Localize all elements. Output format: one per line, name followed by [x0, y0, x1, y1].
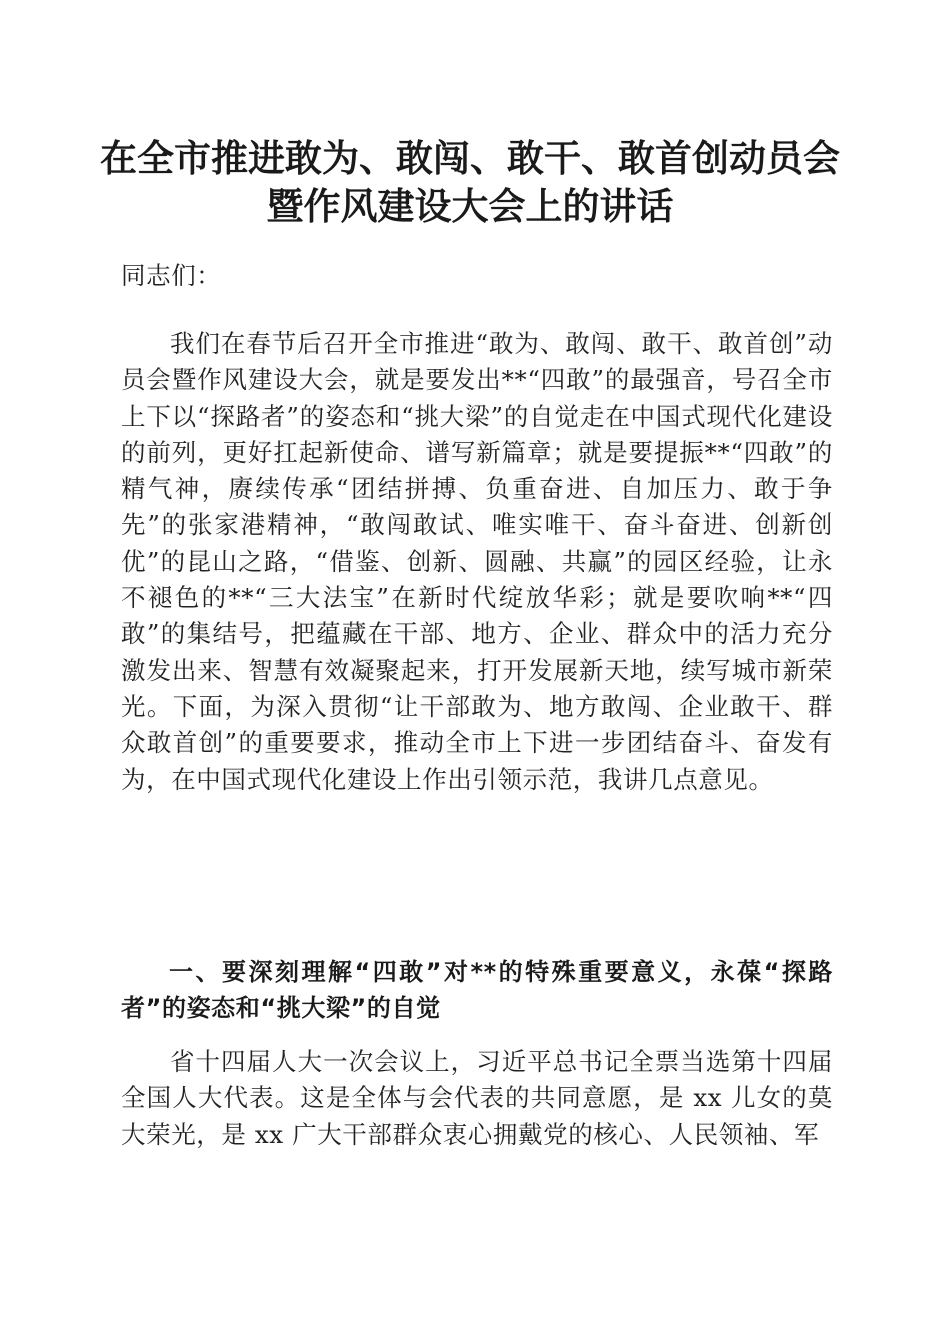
paragraph-1: 我们在春节后召开全市推进“敢为、敢闯、敢干、敢首创”动员会暨作风建设大会，就是要发出**“四敢”的最强音，号召全市上下以“探路者”的姿态和“挑大梁”的自觉走在中国式现代化建设的前列，更好扛起新使命、谱写新篇章；就是要提振**“四敢”的精气神，赓续传承“团结拼搏、负重奋进、自加压力、敢于争先”的张家港精神，“敢闯敢试、唯实唯干、奋斗奋进、创新创优”的昆山之路，“借鉴、创新、圆融、共赢”的园区经验，让永不褪色的**“三大法宝”在新时代绽放华彩；就是要吹响**“四敢”的集结号，把蕴藏在干部、地方、企业、群众中的活力充分激发出来、智慧有效凝聚起来，打开发展新天地，续写城市新荣光。下面，为深入贯彻“让干部敢为、地方敢闯、企业敢干、群众敢首创”的重要要求，推动全市上下进一步团结奋斗、奋发有为，在中国式现代化建设上作出引领示范，我讲几点意见。 — [121, 329, 833, 794]
document-title-line-2: 暨作风建设大会上的讲话 — [266, 184, 674, 228]
salutation: 同志们： — [121, 261, 222, 290]
section-heading-1: 一、要深刻理解“四敢”对**的特殊重要意义，永葆“探路者”的姿态和“挑大梁”的自觉 — [121, 958, 833, 1023]
paragraph-2: 省十四届人大一次会议上，习近平总书记全票当选第十四届全国人大代表。这是全体与会代表的共同意愿，是 xx 儿女的莫大荣光，是 xx 广大干部群众衷心拥戴党的核心、人民领袖、军 — [121, 1047, 833, 1149]
document-title-line-1: 在全市推进敢为、敢闯、敢干、敢首创动员会 — [100, 136, 840, 180]
